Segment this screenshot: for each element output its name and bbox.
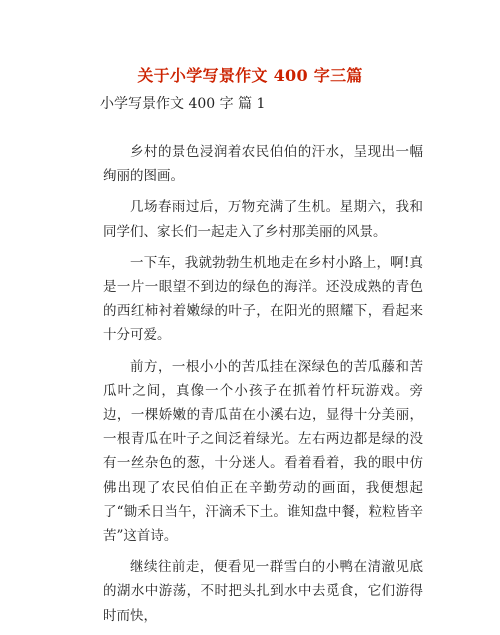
- paragraph: 乡村的景色浸润着农民伯伯的汗水，呈现出一幅绚丽的图画。: [103, 144, 423, 185]
- paragraph: 一下车，我就勃勃生机地走在乡村小路上，啊!真是一片一眼望不到边的绿色的海洋。还没成熟的青色的西红柿衬着嫩绿的叶子，在阳光的照耀下，看起来十分可爱。: [103, 254, 423, 344]
- document-title: 关于小学写景作文 400 字三篇: [137, 66, 363, 85]
- essay-body: [103, 140, 423, 635]
- paragraph: 前方，一根小小的苦瓜挂在深绿色的苦瓜藤和苦瓜叶之间，真像一个小孩子在抓着竹杆玩游戏。旁边，一棵娇嫩的青瓜苗在小溪右边，显得十分美丽，一根青瓜在叶子之间泛着绿光。左右两边都是绿的没有一丝杂色的葱，十分迷人。看着看着，我的眼中仿佛出现了农民伯伯正在辛勤劳动的画面，我便想起了“锄禾日当午，汗滴禾下土。谁知盘中餐，粒粒皆辛苦”这首诗。: [103, 358, 423, 545]
- essay-subtitle: 小学写景作文 400 字 篇 1: [100, 96, 266, 112]
- paragraph: 继续往前走，便看见一群雪白的小鸭在清澈见底的湖水中游荡，不时把头扎到水中去觅食，它们游得时而快，: [103, 559, 423, 624]
- paragraph: 几场春雨过后，万物充满了生机。星期六，我和同学们、家长们一起走入了乡村那美丽的风景。: [103, 199, 423, 240]
